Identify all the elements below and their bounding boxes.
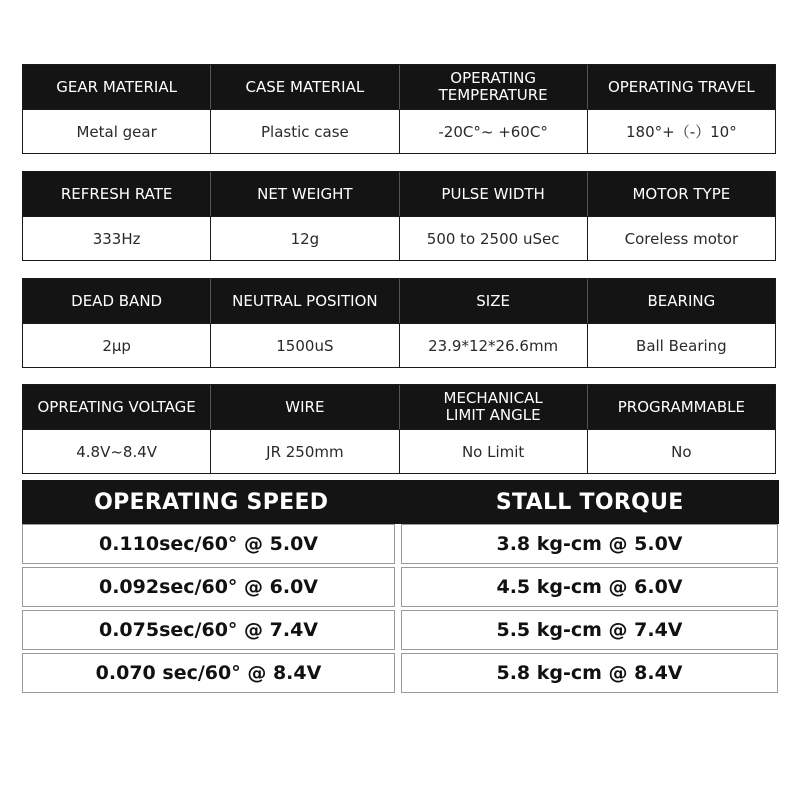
spec-value-row xyxy=(23,429,775,473)
value-motor-type: Coreless motor xyxy=(588,216,775,260)
header-case-material: CASE MATERIAL xyxy=(211,65,399,109)
header-operating-voltage: OPREATING VOLTAGE xyxy=(23,385,211,429)
header-size: SIZE xyxy=(400,279,588,323)
speed-row: 0.075sec/60° @ 7.4V xyxy=(22,610,395,650)
spec-table-3 xyxy=(22,278,776,368)
value-operating-temperature: -20C°~ +60C° xyxy=(400,109,588,153)
torque-row: 3.8 kg-cm @ 5.0V xyxy=(401,524,778,564)
value-programmable: No xyxy=(588,429,775,473)
torque-row: 5.8 kg-cm @ 8.4V xyxy=(401,653,778,693)
value-refresh-rate: 333Hz xyxy=(23,216,211,260)
speed-row: 0.092sec/60° @ 6.0V xyxy=(22,567,395,607)
header-programmable: PROGRAMMABLE xyxy=(617,397,745,416)
value-wire: JR 250mm xyxy=(211,429,399,473)
header-operating-temperature: OPERATING TEMPERATURE xyxy=(400,65,588,109)
spec-value-row xyxy=(23,323,775,367)
header-pulse-width: PULSE WIDTH xyxy=(400,172,588,216)
header-neutral-position: NEUTRAL POSITION xyxy=(211,279,399,323)
spec-value-row xyxy=(23,216,775,260)
value-mechanical-limit-angle: No Limit xyxy=(400,429,588,473)
value-pulse-width: 500 to 2500 uSec xyxy=(400,216,588,260)
stall-torque-column xyxy=(401,524,778,696)
header-dead-band: DEAD BAND xyxy=(23,279,211,323)
value-gear-material: Metal gear xyxy=(23,109,211,153)
value-case-material: Plastic case xyxy=(211,109,399,153)
operating-speed-column xyxy=(22,524,395,696)
header-mechanical-limit-angle: MECHANICAL LIMIT ANGLE xyxy=(400,385,588,429)
stall-torque-heading: STALL TORQUE xyxy=(495,489,684,515)
spec-header-row xyxy=(23,279,775,323)
value-dead-band: 2μp xyxy=(23,323,211,367)
speed-row: 0.110sec/60° @ 5.0V xyxy=(22,524,395,564)
value-operating-voltage: 4.8V~8.4V xyxy=(23,429,211,473)
performance-header xyxy=(22,480,779,524)
header-refresh-rate: REFRESH RATE xyxy=(23,172,211,216)
operating-speed-heading: OPERATING SPEED xyxy=(94,489,329,515)
spec-table-2 xyxy=(22,171,776,261)
value-net-weight: 12g xyxy=(211,216,399,260)
torque-row: 5.5 kg-cm @ 7.4V xyxy=(401,610,778,650)
value-bearing: Ball Bearing xyxy=(588,323,775,367)
spec-header-row xyxy=(23,172,775,216)
spec-header-row xyxy=(23,65,775,109)
spec-header-row xyxy=(23,385,775,429)
speed-row: 0.070 sec/60° @ 8.4V xyxy=(22,653,395,693)
header-bearing: BEARING xyxy=(647,291,716,310)
value-operating-travel: 180°+（-）10° xyxy=(588,109,775,153)
value-size: 23.9*12*26.6mm xyxy=(400,323,588,367)
value-neutral-position: 1500uS xyxy=(211,323,399,367)
header-net-weight: NET WEIGHT xyxy=(211,172,399,216)
spec-value-row xyxy=(23,109,775,153)
spec-table-1 xyxy=(22,64,776,154)
header-gear-material: GEAR MATERIAL xyxy=(23,65,211,109)
spec-table-4 xyxy=(22,384,776,474)
torque-row: 4.5 kg-cm @ 6.0V xyxy=(401,567,778,607)
header-wire: WIRE xyxy=(211,385,399,429)
header-operating-travel: OPERATING TRAVEL xyxy=(607,77,755,96)
header-motor-type: MOTOR TYPE xyxy=(632,184,731,203)
